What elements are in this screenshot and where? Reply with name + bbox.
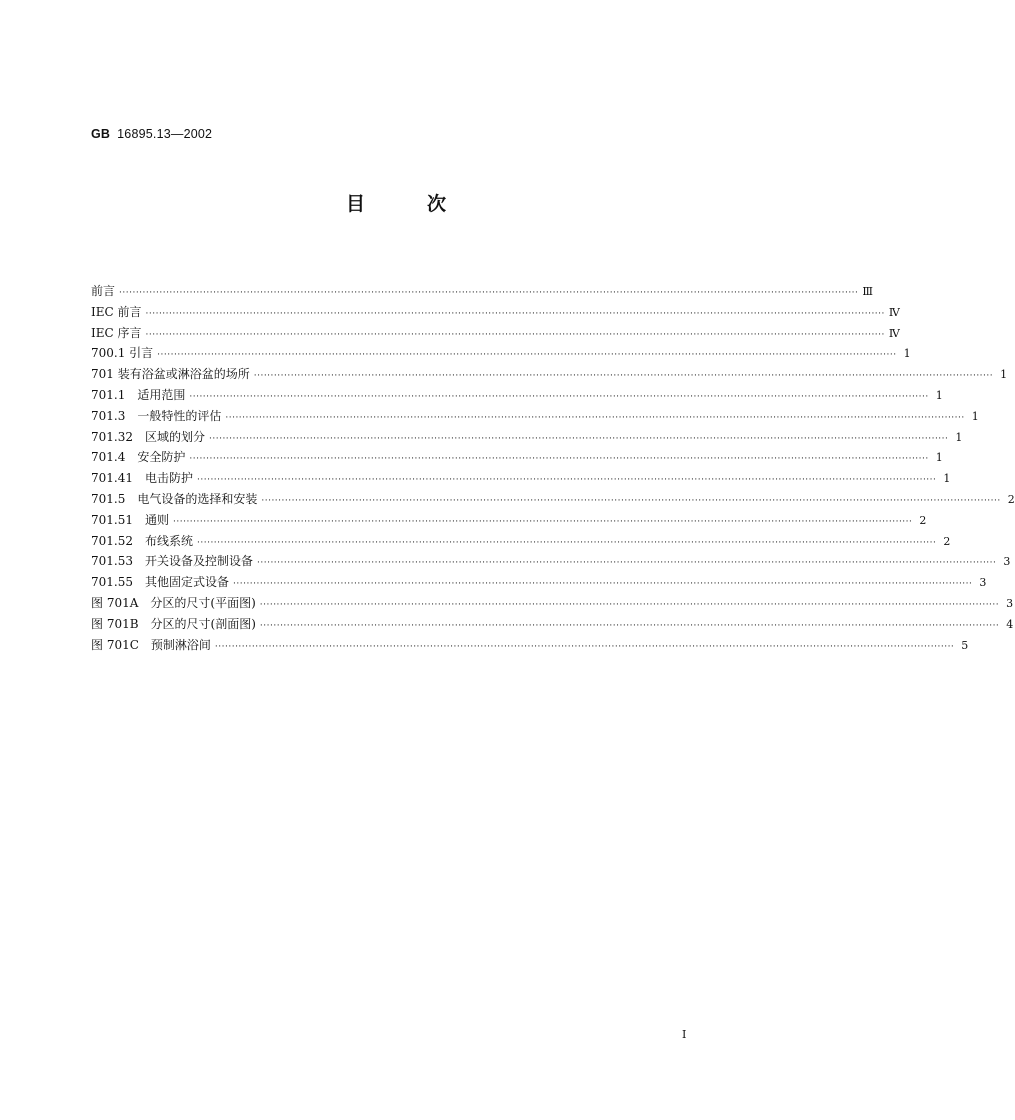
toc-dot-leader: ···························································································································································································································· <box>259 620 1000 631</box>
toc-entry[interactable] <box>91 489 1015 510</box>
toc-entry-page: 3 <box>1003 555 1011 569</box>
toc-entry[interactable] <box>91 281 874 302</box>
page-number: I <box>682 1028 687 1041</box>
toc-entry[interactable] <box>91 427 963 448</box>
toc-dot-leader: ···························································································································································································································· <box>197 537 937 548</box>
toc-entry[interactable] <box>91 406 979 427</box>
toc-entry[interactable] <box>91 323 900 344</box>
toc-entry-label: 700.1 引言 <box>91 346 154 361</box>
toc-entry-page: Ⅳ <box>888 305 900 319</box>
toc-dot-leader: ···························································································································································································································· <box>145 308 885 319</box>
toc-entry-page: 1 <box>1000 368 1008 382</box>
toc-entry[interactable] <box>91 635 969 656</box>
toc-entry-page: Ⅲ <box>862 285 874 298</box>
page-title <box>0 189 792 216</box>
toc-entry-label: 前言 <box>91 284 116 298</box>
toc-entry-label: 图 701B 分区的尺寸(剖面图) <box>91 616 256 631</box>
toc-dot-leader: ···························································································································································································································· <box>233 579 973 590</box>
toc-dot-leader: ···························································································································································································································· <box>197 475 937 486</box>
toc-entry-page: 3 <box>979 576 987 590</box>
toc-entry-label: 701.5 电气设备的选择和安装 <box>91 491 258 506</box>
toc-dot-leader: ···························································································································································································································· <box>119 288 859 298</box>
toc-entry-label: 图 701A 分区的尺寸(平面图) <box>91 595 256 610</box>
toc-entry-label: 701 装有浴盆或淋浴盆的场所 <box>91 367 250 382</box>
toc-entry-label: 701.55 其他固定式设备 <box>91 575 229 590</box>
toc-entry-label: 701.3 一般特性的评估 <box>91 408 222 423</box>
toc-entry[interactable] <box>91 614 1014 635</box>
toc-entry-page: 4 <box>1006 617 1014 631</box>
toc-dot-leader: ···························································································································································································································· <box>257 558 997 569</box>
toc-entry[interactable] <box>91 447 943 468</box>
toc-dot-leader: ···························································································································································································································· <box>209 433 949 444</box>
toc-entry-page: 1 <box>903 347 911 361</box>
toc-dot-leader: ···························································································································································································································· <box>189 391 929 402</box>
toc-dot-leader: ···························································································································································································································· <box>214 641 955 652</box>
toc-entry-page: Ⅳ <box>888 326 900 340</box>
toc-dot-leader: ···························································································································································································································· <box>225 412 965 423</box>
toc-entry[interactable] <box>91 510 927 531</box>
toc-dot-leader: ···························································································································································································································· <box>189 454 929 465</box>
toc-entry[interactable] <box>91 343 911 364</box>
toc-entry[interactable] <box>91 593 1014 614</box>
toc-entry[interactable] <box>91 302 900 323</box>
toc-entry-label: 701.32 区域的划分 <box>91 429 205 444</box>
toc-entry-page: 3 <box>1006 596 1014 610</box>
toc-entry-label: 701.4 安全防护 <box>91 450 186 465</box>
toc-entry-label: 701.53 开关设备及控制设备 <box>91 554 253 569</box>
toc-entry-page: 2 <box>1007 492 1015 506</box>
title-char-2: 次 <box>427 193 447 215</box>
toc-entry-page: 2 <box>919 513 927 527</box>
toc-dot-leader: ···························································································································································································································· <box>157 350 897 361</box>
toc-entry-label: IEC 前言 <box>91 304 142 319</box>
toc-entry-page: 2 <box>943 534 951 548</box>
toc-entry[interactable] <box>91 572 987 593</box>
toc-entry-page: 1 <box>943 472 951 486</box>
toc-entry-page: 1 <box>935 451 943 465</box>
toc-entry-page: 1 <box>955 430 963 444</box>
toc-dot-leader: ···························································································································································································································· <box>259 599 1000 610</box>
table-of-contents <box>91 281 1015 655</box>
toc-entry-page: 1 <box>971 409 979 423</box>
toc-entry[interactable] <box>91 468 951 489</box>
toc-entry-page: 1 <box>935 388 943 402</box>
toc-entry-label: 701.52 布线系统 <box>91 533 193 548</box>
toc-dot-leader: ···························································································································································································································· <box>253 371 994 382</box>
toc-dot-leader: ···························································································································································································································· <box>145 329 885 340</box>
toc-entry-label: 701.1 适用范围 <box>91 387 186 402</box>
toc-entry-label: 701.41 电击防护 <box>91 471 193 486</box>
standard-prefix: GB <box>91 127 111 141</box>
toc-entry-label: 701.51 通则 <box>91 512 169 527</box>
toc-entry[interactable] <box>91 385 943 406</box>
toc-dot-leader: ···························································································································································································································· <box>261 495 1001 506</box>
standard-number: 16895.13—2002 <box>117 127 213 141</box>
toc-dot-leader: ···························································································································································································································· <box>173 516 913 527</box>
toc-entry[interactable] <box>91 551 1011 572</box>
standard-identifier <box>91 127 212 141</box>
toc-entry-label: 图 701C 预制淋浴间 <box>91 637 211 652</box>
toc-entry[interactable] <box>91 364 1008 385</box>
toc-entry[interactable] <box>91 531 951 552</box>
toc-entry-page: 5 <box>961 638 969 652</box>
toc-entry-label: IEC 序言 <box>91 325 142 340</box>
title-char-1: 目 <box>345 193 365 215</box>
